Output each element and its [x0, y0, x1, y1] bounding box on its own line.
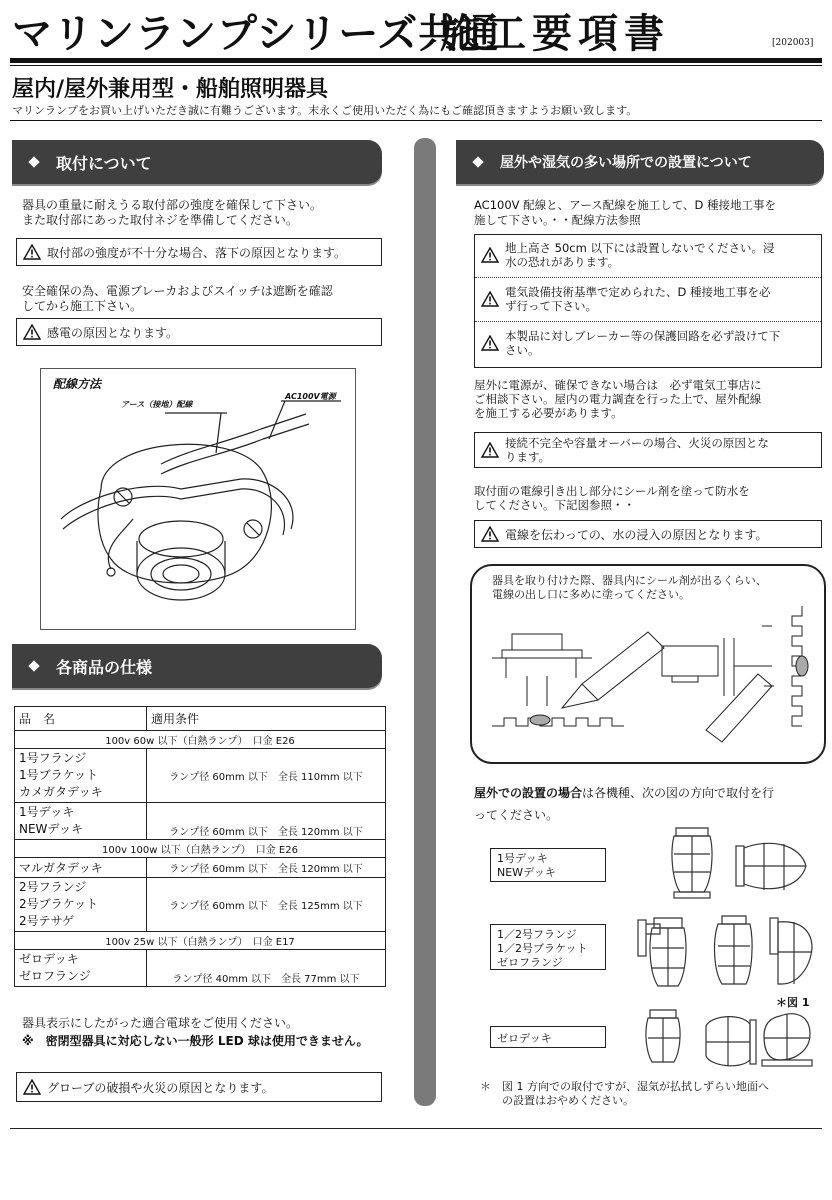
warning-box-globe	[16, 1072, 382, 1102]
warning-box-fire	[474, 432, 822, 468]
section-spec-title: 各商品の仕様	[56, 657, 153, 677]
wiring-diagram-title: 配線方法	[53, 377, 102, 391]
diamond-bullet-icon	[28, 660, 39, 671]
table-cell-name	[15, 950, 147, 987]
product-name: 2号テサゲ	[19, 914, 75, 928]
diamond-bullet-icon	[28, 156, 39, 167]
model-label-flange: 1／2号フランジ 1／2号ブラケット ゼロフランジ	[490, 924, 606, 970]
product-subtitle: 屋内/屋外兼用型・船舶照明器具	[12, 77, 329, 102]
table-cell-condition: ランプ径 60mm 以下 全長 110mm 以下	[147, 749, 386, 803]
product-name: 1号ブラケット	[19, 768, 99, 782]
warning-text-water: 電線を伝わっての、水の浸入の原因となります。	[505, 527, 768, 542]
warning-text-globe: グローブの破損や火災の原因となります。	[47, 1080, 274, 1095]
earth-wire-label: アース（接地）配線	[121, 400, 193, 409]
orientation-footnote: ＊ 図 1 方向での取付ですが、湿気が払拭しずらい地面へ の設置はおやめください。	[480, 1080, 769, 1107]
zero-deck-lamp-illustration	[640, 1006, 816, 1070]
table-header-name: 品 名	[15, 707, 147, 731]
model-label-zero-deck: ゼロデッキ	[490, 1026, 606, 1048]
warning-icon	[23, 324, 41, 340]
warning-box-water	[474, 520, 822, 548]
section-outdoor-title: 屋外や湿気の多い場所での設置について	[500, 155, 752, 171]
table-cell-condition: ランプ径 60mm 以下 全長 125mm 以下	[147, 878, 386, 932]
warning-text-grounding: 電気設備技術基準で定められた、D 種接地工事を必 ず行って下さい。	[505, 285, 771, 313]
warning-item-breaker	[481, 329, 780, 357]
table-cell-name	[15, 858, 147, 878]
table-group-row: 100v 100w 以下（白熱ランプ） 口金 E26	[15, 840, 386, 858]
warning-box-shock	[16, 318, 382, 346]
header-rule	[10, 58, 822, 63]
table-cell-name	[15, 878, 147, 932]
orientation-instruction	[474, 786, 826, 801]
wiring-diagram	[40, 368, 356, 630]
product-name: 1号フランジ	[19, 751, 87, 765]
warning-text-fire: 接続不完全や容量オーバーの場合、火災の原因とな ります。	[505, 436, 769, 464]
warning-icon	[481, 442, 499, 458]
mounting-paragraph-2: 安全確保の為、電源ブレーカおよびスイッチは遮断を確認 してから施工下さい。	[22, 284, 333, 313]
footer-rule	[10, 1128, 822, 1129]
figure-reference: ＊図 1	[776, 996, 810, 1009]
model-label-deck: 1号デッキ NEWデッキ	[490, 848, 606, 882]
product-name: 2号ブラケット	[19, 897, 99, 911]
warning-icon	[23, 244, 41, 260]
product-name: ゼロデッキ	[19, 952, 79, 966]
warning-icon	[481, 291, 499, 307]
orientation-text: は各機種、次の図の方向で取付を行	[582, 786, 775, 800]
table-cell-name	[15, 749, 147, 803]
bulb-note: 器具表示にしたがった適合電球をご使用ください。	[22, 1016, 299, 1030]
divider	[475, 321, 821, 322]
section-mounting-title: 取付について	[56, 153, 152, 173]
outdoor-paragraph-2: 屋外に電源が、確保できない場合は 必ず電気工事店に ご相談下さい。屋内の電力調査を行った上で、屋外配線 を施工する必要があります。	[474, 378, 762, 420]
diamond-bullet-icon	[472, 156, 483, 167]
outdoor-paragraph-1: AC100V 配線と、アース配線を施工して、D 種接地工事を 施して下さい。・・配線方法参照	[474, 198, 777, 227]
section-mounting-header	[12, 140, 382, 184]
document-type: 施工要項書	[440, 11, 670, 57]
divider	[475, 277, 821, 278]
warning-text-strength: 取付部の強度が不十分な場合、落下の原因となります。	[47, 245, 347, 260]
warning-text-height: 地上高さ 50cm 以下には設置しないでください。浸 水の恐れがあります。	[505, 241, 775, 269]
warning-text-breaker: 本製品に対しブレーカー等の保護回路を必ず設けて下 さい。	[505, 329, 781, 357]
warning-icon	[481, 526, 499, 542]
table-cell-condition: ランプ径 60mm 以下 全長 120mm 以下	[147, 803, 386, 840]
header-rule-thin	[10, 65, 822, 66]
document-code: [202003]	[772, 38, 814, 48]
fixture-wiring-illustration	[41, 369, 357, 631]
led-note: ※ 密閉型器具に対応しない一般形 LED 球は使用できません。	[22, 1034, 369, 1048]
sealant-instruction: 器具を取り付けた際、器具内にシール剤が出るくらい、 電線の出し口に多めに塗ってください。	[492, 574, 767, 601]
intro-text: マリンランプをお買い上げいただき誠に有難うございます。末永くご使用いただく為にもご確認頂きますようお願い致します。	[12, 104, 638, 117]
product-name: NEWデッキ	[19, 822, 84, 836]
sealant-illustration	[472, 566, 824, 762]
intro-rule	[10, 120, 822, 121]
outdoor-paragraph-3: 取付面の電線引き出し部分にシール剤を塗って防水を してください。下記図参照・・	[474, 484, 750, 512]
warning-text-shock: 感電の原因となります。	[47, 325, 179, 340]
warning-icon	[481, 335, 499, 351]
warning-box-strength	[16, 238, 382, 266]
warning-item-grounding	[481, 285, 771, 313]
product-name: マルガタデッキ	[19, 861, 103, 875]
product-name: 1号デッキ	[19, 805, 75, 819]
product-name: カメガタデッキ	[19, 785, 103, 799]
table-cell-condition: ランプ径 40mm 以下 全長 77mm 以下	[147, 950, 386, 987]
warning-group	[474, 234, 822, 368]
orientation-instruction-line2: ってください。	[474, 808, 559, 822]
mounting-paragraph-1: 器具の重量に耐えうる取付部の強度を確保して下さい。 また取付部にあった取付ネジを準備してください。	[22, 198, 323, 227]
orientation-emphasis: 屋外での設置の場合	[474, 786, 583, 800]
warning-icon	[481, 247, 499, 263]
ac-power-label: AC100V電源	[285, 392, 336, 401]
warning-icon	[23, 1079, 41, 1095]
document-title: マリンランプシリーズ共通	[12, 11, 501, 57]
table-header-condition: 適用条件	[147, 707, 386, 731]
table-cell-condition: ランプ径 60mm 以下 全長 120mm 以下	[147, 858, 386, 878]
sealant-diagram	[470, 564, 826, 764]
product-name: ゼロフランジ	[19, 969, 91, 983]
table-group-row: 100v 60w 以下（白熱ランプ） 口金 E26	[15, 731, 386, 749]
deck-lamp-illustration	[660, 822, 810, 900]
column-divider	[414, 138, 436, 1106]
flange-lamp-illustration	[636, 912, 816, 992]
section-spec-header	[12, 644, 382, 688]
warning-item-height	[481, 241, 774, 269]
section-outdoor-header	[456, 140, 824, 184]
table-cell-name	[15, 803, 147, 840]
product-name: 2号フランジ	[19, 880, 87, 894]
spec-table	[14, 706, 386, 987]
table-group-row: 100v 25w 以下（白熱ランプ） 口金 E17	[15, 932, 386, 950]
